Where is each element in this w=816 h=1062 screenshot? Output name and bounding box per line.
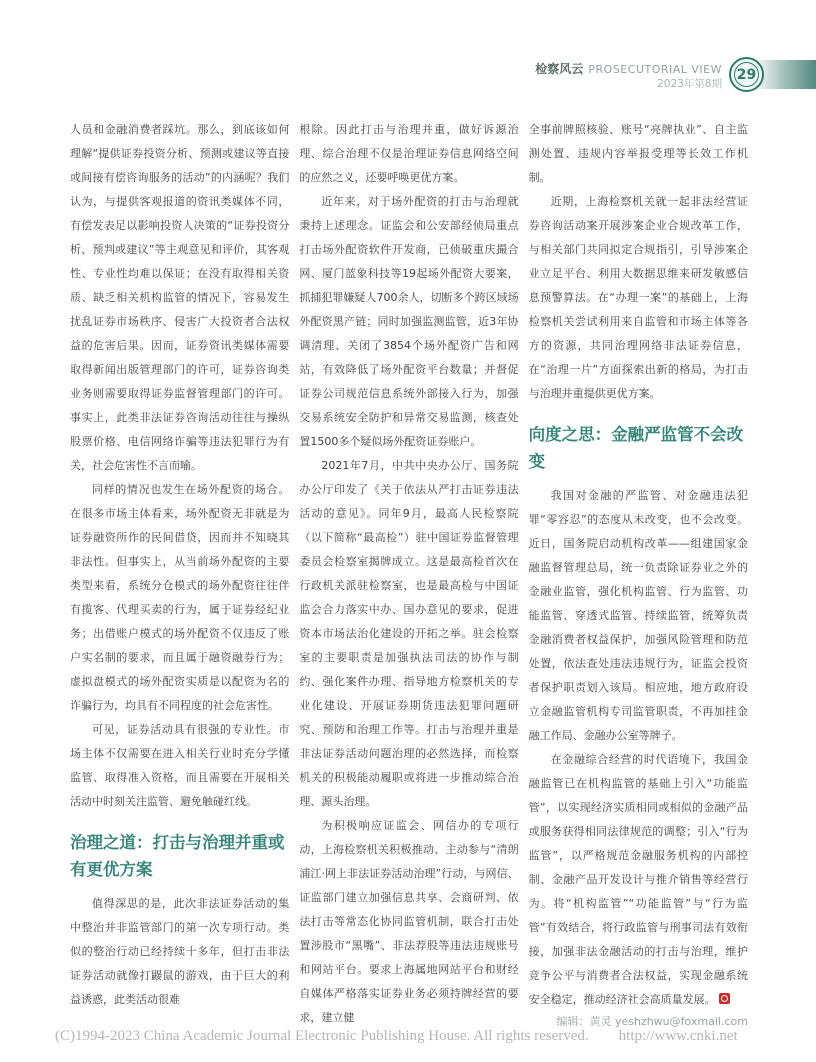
journal-title-en: PROSECUTORIAL VIEW [588, 63, 722, 76]
article-body [70, 118, 748, 1032]
section-heading-supervision: 向度之思：金融严监管不会改变 [528, 425, 744, 471]
footer [55, 1027, 776, 1045]
issue-label: 2023年第8期 [657, 78, 722, 90]
masthead [0, 56, 816, 94]
paragraph: 为积极响应证监会、网信办的专项行动，上海检察机关积极推动、主动参与“清朗浦江·网上非法证券活动治理”行动，与网信、证监部门建立加强信息共享、会商研判、依法打击等常态化协同监管机制，联合打击处置涉股市“黑嘴”、非法荐股等违法违规账号和网站平台。要求上海属地网站平台和财经自媒体严格落实证券业务必须持牌经营的要求，建立健 [299, 819, 519, 1024]
paragraph: 可见，证券活动具有很强的专业性。市场主体不仅需要在进入相关行业时充分学懂监管、取得准入资格，而且需要在开展相关活动中时刻关注监管、避免触碰红线。 [70, 723, 290, 808]
paragraph: 近年来，对于场外配资的打击与治理就秉持上述理念。证监会和公安部经侦局重点打击场外配资软件开发商，已侦破重庆撮合网、厦门蓝象科技等19起场外配资大要案，抓捕犯罪嫌疑人700余人，切断多个跨区域场外配资黑产链；同时加强监测监管，近3年协调清理、关闭了3854个场外配资广告和网站，有效降低了场外配资平台数量；并督促证券公司规范信息系统外部接入行为，加强交易系统安全防护和异常交易监测，核查处置1500多个疑似场外配资证券账户。 [299, 195, 519, 448]
page-number-badge [729, 57, 764, 92]
paragraph: 值得深思的是，此次非法证券活动的集中整治并非监管部门的第一次专项行动。类似的整治行动已经持续十多年，但打击非法证券活动就像打鼹鼠的游戏，由于巨大的利益诱惑，此类活动很难 [70, 897, 290, 1006]
paragraph: 同样的情况也发生在场外配资的场合。在很多市场主体看来，场外配资无非就是为证券融资所作的民间借贷，因而并不知晓其非法性。但事实上，从当前场外配资的主要类型来看，系统分仓模式的场外配资往往伴有揽客、代理买卖的行为，属于证券经纪业务；出借账户模式的场外配资不仅违反了账户实名制的要求，而且属于融资融券行为；虚拟盘模式的场外配资实质是以配资为名的诈骗行为，均具有不同程度的社会危害性。 [70, 483, 290, 712]
section-heading-governance: 治理之道：打击与治理并重或有更优方案 [70, 833, 285, 879]
paragraph: 全事前牌照核验、账号“亮牌执业”、自主监测处置、违规内容举报受理等长效工作机制。 [528, 123, 748, 184]
paragraph: 人员和金融消费者踩坑。那么，到底该如何理解“提供证券投资分析、预测或建议等直接或间接有偿咨询服务的活动”的内涵呢？我们认为，与提供客观报道的资讯类媒体不同，有偿发表足以影响投资人决策的“证券投资分析、预判或建议”等主观意见和评价，其客观性、专业性均难以保证；在没有取得相关资质、缺乏相关机构监管的情况下，容易发生扰乱证券市场秩序、侵害广大投资者合法权益的危害后果。因而，证券资讯类媒体需要取得新闻出版管理部门的许可，证券咨询类业务则需要取得证券监督管理部门的许可。事实上，此类非法证券咨询活动往往与操纵股票价格、电信网络诈骗等违法犯罪行为有关，社会危害性不言而喻。 [70, 123, 290, 472]
paragraph: 近期，上海检察机关就一起非法经营证券咨询活动案开展涉案企业合规改革工作，与相关部门共同拟定合规指引，引导涉案企业立足平台、利用大数据思维来研发敏感信息预警算法。在“办理一案”的基础上，上海检察机关尝试利用来自监管和市场主体等各方的资源，共同治理网络非法证券信息，在“治理一片”方面探索出新的格局，为打击与治理并重提供更优方案。 [528, 195, 748, 400]
paragraph-last [529, 748, 748, 1012]
article-end-icon [719, 993, 730, 1004]
footer-url: http://www.cnki.net [618, 1028, 738, 1044]
column-2 [299, 118, 518, 1032]
journal-title-cn: 检察风云 [535, 62, 584, 76]
footer-copyright: (C)1994-2023 China Academic Journal Electronic Publishing House. All rights reserved. [55, 1028, 589, 1044]
paragraph-text: 在金融综合经营的时代语境下，我国金融监管已在机构监管的基础上引入“功能监管”，以实现经济实质相同或相似的金融产品或服务获得相同法律规范的调整；引入“行为监管”，以严格规范金融服务机构的内部控制、金融产品开发设计与推介销售等经营行为。将“机构监管”“功能监管”与“行为监管”有效结合，将行政监管与刑事司法有效衔接，加强非法金融活动的打击与治理，维护竞争公平与消费者合法权益，实现金融系统安全稳定，推动经济社会高质量发展。 [528, 753, 748, 1006]
paragraph: 2021年7月，中共中央办公厅、国务院办公厅印发了《关于依法从严打击证券违法活动的意见》。同年9月，最高人民检察院（以下简称“最高检”）驻中国证券监督管理委员会检察室揭牌成立。这是最高检首次在行政机关派驻检察室，也是最高检与中国证监会合力落实中办、国办意见的要求，促进资本市场法治化建设的开拓之举。驻会检察室的主要职责是加强执法司法的协作与制约、强化案件办理、指导地方检察机关的专业化建设、开展证券期货违法犯罪问题研究、预防和治理工作等。打击与治理并重是非法证券活动问题治理的必然选择，而检察机关的积极能动履职或将进一步推动综合治理、源头治理。 [299, 459, 519, 808]
page-number: 29 [734, 62, 759, 87]
column-3 [529, 118, 748, 1032]
editor-credit: 编辑：黄灵 yeshzhwu@foxmail.com [556, 1015, 748, 1028]
column-1 [70, 118, 289, 1032]
masthead-text [535, 60, 722, 91]
paragraph: 我国对金融的严监管、对金融违法犯罪“零容忍”的态度从未改变，也不会改变。近日，国务院启动机构改革——组建国家金融监督管理总局，统一负责除证券业之外的金融业监管，强化机构监管、行为监管、功能监管、穿透式监管、持续监管，统筹负责金融消费者权益保护，加强风险管理和防范处置，依法查处违法违规行为，证监会投资者保护职责划入该局。相应地，地方政府设立金融监管机构专司监管职责，不再加挂金融工作局、金融办公室等牌子。 [528, 489, 748, 742]
paragraph: 根除。因此打击与治理并重，做好诉源治理、综合治理不仅是治理证券信息网络空间的应然之义，还要呼唤更优方案。 [299, 123, 519, 184]
